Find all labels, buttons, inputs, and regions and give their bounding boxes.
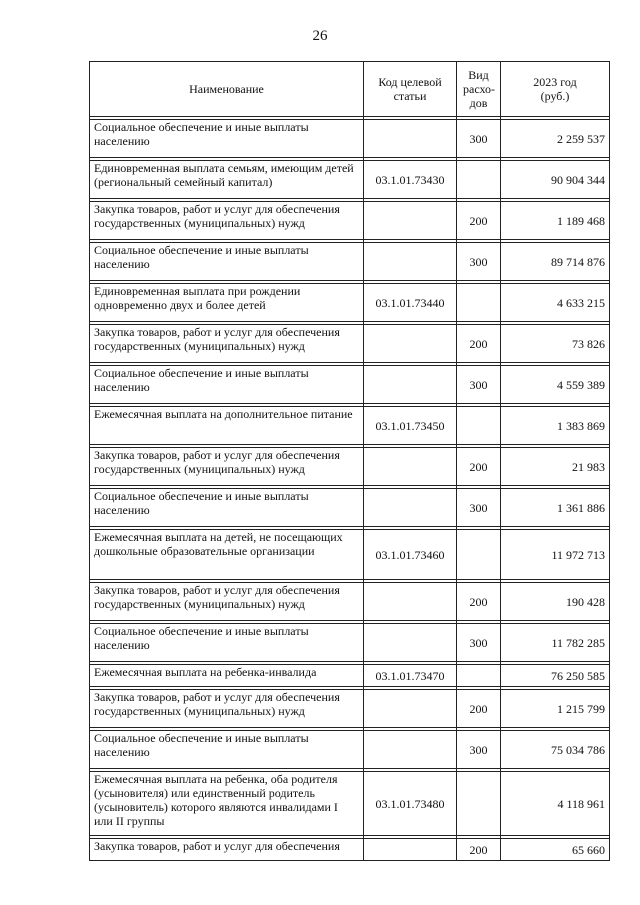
cell-type: 200 bbox=[457, 690, 501, 728]
header-name: Наименование bbox=[90, 62, 364, 117]
cell-name: Закупка товаров, работ и услуг для обеспечения государственных (муниципальных) нужд bbox=[90, 325, 364, 363]
cell-name: Социальное обеспечение и иные выплаты населению bbox=[90, 243, 364, 281]
table-header-row bbox=[90, 62, 610, 117]
cell-amount: 11 972 713 bbox=[501, 530, 610, 580]
cell-name: Социальное обеспечение и иные выплаты населению bbox=[90, 624, 364, 662]
table-row bbox=[90, 366, 610, 404]
cell-name: Единовременная выплата при рождении одновременно двух и более детей bbox=[90, 284, 364, 322]
cell-amount: 1 361 886 bbox=[501, 489, 610, 527]
cell-type: 300 bbox=[457, 489, 501, 527]
cell-code: 03.1.01.73440 bbox=[364, 284, 457, 322]
cell-code bbox=[364, 325, 457, 363]
cell-amount: 1 215 799 bbox=[501, 690, 610, 728]
cell-type bbox=[457, 161, 501, 199]
cell-name: Социальное обеспечение и иные выплаты населению bbox=[90, 731, 364, 769]
cell-type: 200 bbox=[457, 325, 501, 363]
table-row bbox=[90, 624, 610, 662]
cell-type: 300 bbox=[457, 366, 501, 404]
cell-name: Социальное обеспечение и иные выплаты населению bbox=[90, 120, 364, 158]
cell-name: Ежемесячная выплата на детей, не посещающих дошкольные образовательные организации bbox=[90, 530, 364, 580]
cell-code bbox=[364, 120, 457, 158]
table-row bbox=[90, 839, 610, 861]
table-row bbox=[90, 448, 610, 486]
cell-amount: 75 034 786 bbox=[501, 731, 610, 769]
table-row bbox=[90, 665, 610, 687]
cell-type: 300 bbox=[457, 120, 501, 158]
cell-type: 200 bbox=[457, 202, 501, 240]
cell-amount: 1 189 468 bbox=[501, 202, 610, 240]
table-row bbox=[90, 202, 610, 240]
cell-name: Закупка товаров, работ и услуг для обеспечения государственных (муниципальных) нужд bbox=[90, 202, 364, 240]
cell-amount: 4 118 961 bbox=[501, 772, 610, 836]
cell-code bbox=[364, 448, 457, 486]
cell-type bbox=[457, 407, 501, 445]
cell-name: Закупка товаров, работ и услуг для обеспечения bbox=[90, 839, 364, 861]
header-amount: 2023 год (руб.) bbox=[501, 62, 610, 117]
budget-table bbox=[89, 61, 610, 861]
table-row bbox=[90, 325, 610, 363]
cell-amount: 89 714 876 bbox=[501, 243, 610, 281]
cell-type: 200 bbox=[457, 448, 501, 486]
cell-code bbox=[364, 731, 457, 769]
cell-amount: 1 383 869 bbox=[501, 407, 610, 445]
cell-type: 200 bbox=[457, 583, 501, 621]
cell-name: Закупка товаров, работ и услуг для обеспечения государственных (муниципальных) нужд bbox=[90, 583, 364, 621]
cell-type bbox=[457, 772, 501, 836]
cell-code bbox=[364, 489, 457, 527]
cell-name: Закупка товаров, работ и услуг для обеспечения государственных (муниципальных) нужд bbox=[90, 448, 364, 486]
page-number: 26 bbox=[312, 28, 328, 44]
cell-amount: 65 660 bbox=[501, 839, 610, 861]
cell-code: 03.1.01.73450 bbox=[364, 407, 457, 445]
cell-amount: 4 633 215 bbox=[501, 284, 610, 322]
table-row bbox=[90, 284, 610, 322]
cell-code bbox=[364, 690, 457, 728]
table-row bbox=[90, 530, 610, 580]
cell-type: 300 bbox=[457, 731, 501, 769]
cell-type: 300 bbox=[457, 243, 501, 281]
cell-amount: 2 259 537 bbox=[501, 120, 610, 158]
cell-amount: 73 826 bbox=[501, 325, 610, 363]
table-row bbox=[90, 583, 610, 621]
cell-type bbox=[457, 284, 501, 322]
table-row bbox=[90, 690, 610, 728]
cell-type bbox=[457, 530, 501, 580]
cell-code: 03.1.01.73430 bbox=[364, 161, 457, 199]
table-row bbox=[90, 407, 610, 445]
cell-amount: 21 983 bbox=[501, 448, 610, 486]
cell-type bbox=[457, 665, 501, 687]
cell-name: Ежемесячная выплата на ребенка-инвалида bbox=[90, 665, 364, 687]
cell-name: Ежемесячная выплата на дополнительное питание bbox=[90, 407, 364, 445]
cell-code bbox=[364, 583, 457, 621]
table-row bbox=[90, 243, 610, 281]
cell-amount: 76 250 585 bbox=[501, 665, 610, 687]
cell-amount: 11 782 285 bbox=[501, 624, 610, 662]
cell-type: 300 bbox=[457, 624, 501, 662]
cell-name: Ежемесячная выплата на ребенка, оба родителя (усыновителя) или единственный родитель (усыновитель) которого являются инвалидами I или II группы bbox=[90, 772, 364, 836]
cell-name: Социальное обеспечение и иные выплаты населению bbox=[90, 366, 364, 404]
table-row bbox=[90, 161, 610, 199]
cell-name: Социальное обеспечение и иные выплаты населению bbox=[90, 489, 364, 527]
table-row bbox=[90, 489, 610, 527]
table-row bbox=[90, 120, 610, 158]
cell-code bbox=[364, 624, 457, 662]
header-type: Вид расхо-дов bbox=[457, 62, 501, 117]
cell-code bbox=[364, 243, 457, 281]
cell-code bbox=[364, 202, 457, 240]
cell-code bbox=[364, 366, 457, 404]
cell-code: 03.1.01.73460 bbox=[364, 530, 457, 580]
cell-type: 200 bbox=[457, 839, 501, 861]
cell-code bbox=[364, 839, 457, 861]
cell-name: Закупка товаров, работ и услуг для обеспечения государственных (муниципальных) нужд bbox=[90, 690, 364, 728]
header-code: Код целевой статьи bbox=[364, 62, 457, 117]
table-row bbox=[90, 772, 610, 836]
cell-amount: 4 559 389 bbox=[501, 366, 610, 404]
table-row bbox=[90, 731, 610, 769]
cell-amount: 90 904 344 bbox=[501, 161, 610, 199]
cell-amount: 190 428 bbox=[501, 583, 610, 621]
cell-code: 03.1.01.73470 bbox=[364, 665, 457, 687]
cell-name: Единовременная выплата семьям, имеющим детей (региональный семейный капитал) bbox=[90, 161, 364, 199]
cell-code: 03.1.01.73480 bbox=[364, 772, 457, 836]
